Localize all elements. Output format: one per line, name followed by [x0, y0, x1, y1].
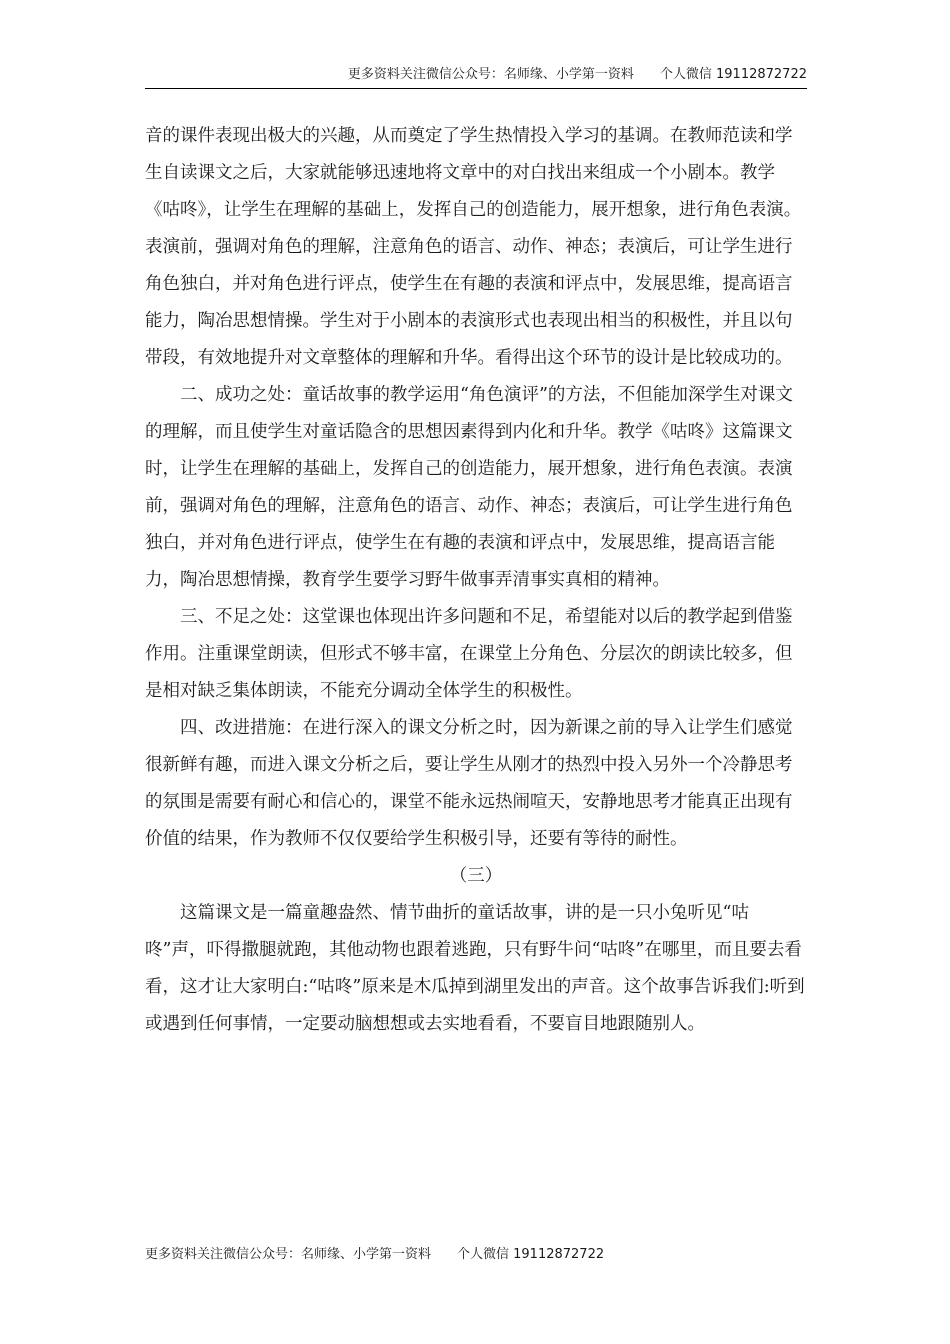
page-footer: 更多资料关注微信公众号：名师缘、小学第一资料 个人微信 19112872722: [145, 1247, 605, 1262]
paragraph-section-three: 这篇课文是一篇童趣盎然、情节曲折的童话故事，讲的是一只小兔听见“咕咚”声，吓得撒腿就跑，其他动物也跟着逃跑，只有野牛问“咕咚”在哪里，而且要去看看，这才让大家明白:“咕咚”原来是木瓜掉到湖里发出的声音。这个故事告诉我们:听到或遇到任何事情，一定要动脑想想或去实地看看，不要盲目地跟随别人。: [145, 903, 805, 1034]
document-body: [145, 118, 807, 1043]
paragraph-successes: 二、成功之处：童话故事的教学运用“角色演评”的方法，不但能加深学生对课文的理解，而且使学生对童话隐含的思想因素得到内化和升华。教学《咕咚》这篇课文时，让学生在理解的基础上，发挥自己的创造能力，展开想象，进行角色表演。表演前，强调对角色的理解，注意角色的语言、动作、神态；表演后，可让学生进行角色独白，并对角色进行评点，使学生在有趣的表演和评点中，发展思维，提高语言能力，陶冶思想情操，教育学生要学习野牛做事弄清事实真相的精神。: [145, 385, 793, 590]
paragraph-continuation: 音的课件表现出极大的兴趣，从而奠定了学生热情投入学习的基调。在教师范读和学生自读课文之后，大家就能够迅速地将文章中的对白找出来组成一个小剧本。教学《咕咚》，让学生在理解的基础上，发挥自己的创造能力，展开想象，进行角色表演。表演前，强调对角色的理解，注意角色的语言、动作、神态；表演后，可让学生进行角色独白，并对角色进行评点，使学生在有趣的表演和评点中，发展思维，提高语言能力，陶冶思想情操。学生对于小剧本的表演形式也表现出相当的积极性，并且以句带段，有效地提升对文章整体的理解和升华。看得出这个环节的设计是比较成功的。: [145, 126, 802, 368]
header-rule: [145, 88, 807, 89]
page-header: 更多资料关注微信公众号：名师缘、小学第一资料 个人微信 19112872722: [347, 67, 807, 82]
paragraph-improvements: 四、改进措施：在进行深入的课文分析之时，因为新课之前的导入让学生们感觉很新鲜有趣，而进入课文分析之后，要让学生从刚才的热烈中投入另外一个冷静思考的氛围是需要有耐心和信心的，课堂不能永远热闹喧天，安静地思考才能真正出现有价值的结果，作为教师不仅仅要给学生积极引导，还要有等待的耐性。: [145, 718, 793, 849]
section-heading: （三）: [449, 866, 503, 886]
paragraph-shortcomings: 三、不足之处：这堂课也体现出许多问题和不足，希望能对以后的教学起到借鉴作用。注重课堂朗读，但形式不够丰富，在课堂上分角色、分层次的朗读比较多，但是相对缺乏集体朗读，不能充分调动全体学生的积极性。: [145, 607, 793, 701]
